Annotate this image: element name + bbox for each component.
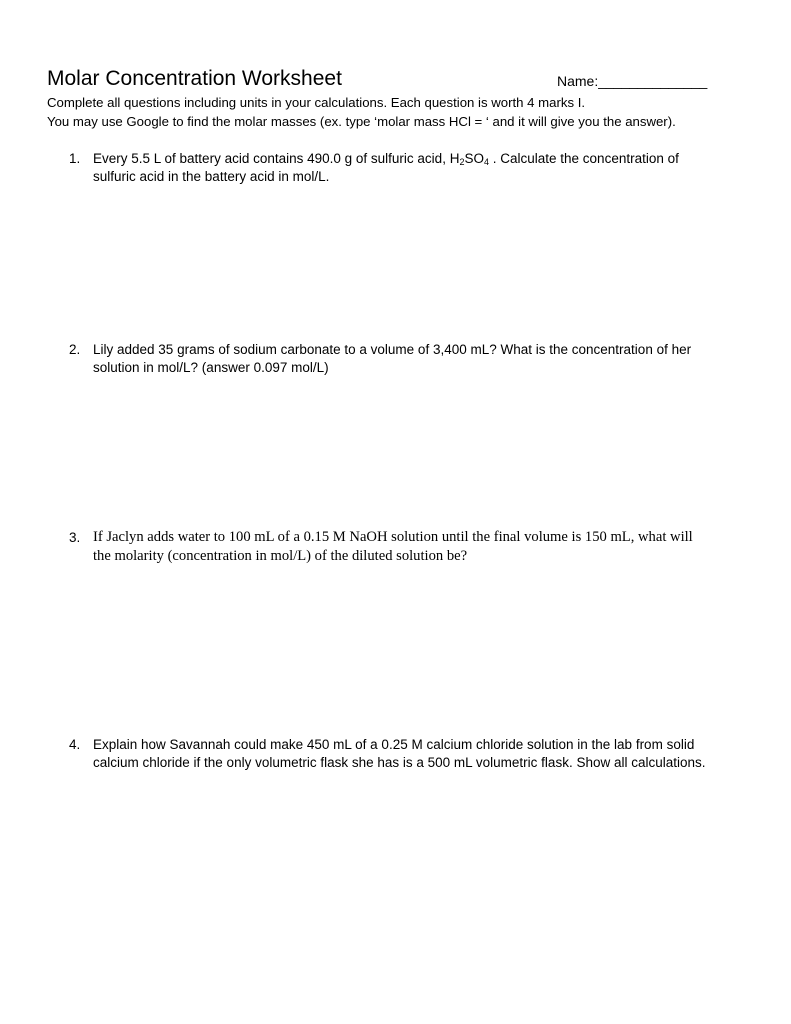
page-title: Molar Concentration Worksheet <box>47 67 342 90</box>
question-line-2: sulfuric acid in the battery acid in mol/L. <box>93 169 330 184</box>
question-number: 3. <box>69 530 81 545</box>
question-number: 2. <box>69 342 81 357</box>
question-line-2: solution in mol/L? (answer 0.097 mol/L) <box>93 360 329 375</box>
question-line-1: Lily added 35 grams of sodium carbonate to a volume of 3,400 mL? What is the concentration of her <box>93 342 692 357</box>
subscript: 2 <box>459 157 465 167</box>
question-text <box>93 528 753 566</box>
question-number: 1. <box>69 151 81 166</box>
question-line-1: If Jaclyn adds water to 100 mL of a 0.15 M NaOH solution until the final volume is 150 mL, what will <box>93 529 693 545</box>
question-line-2: the molarity (concentration in mol/L) of the diluted solution be? <box>93 548 468 564</box>
question-number: 4. <box>69 737 81 752</box>
question-line-1 <box>93 150 753 168</box>
question-text-part: . Calculate the concentration of <box>489 151 679 166</box>
question-text-part: Every 5.5 L of battery acid contains 490.0 g of sulfuric acid, H <box>93 151 460 166</box>
question-text <box>93 341 753 377</box>
name-field-label: Name:______________ <box>557 73 708 89</box>
question-line-2: calcium chloride if the only volumetric flask she has is a 500 mL volumetric flask. Show all calculations. <box>93 755 706 770</box>
question-line-1: Explain how Savannah could make 450 mL of a 0.25 M calcium chloride solution in the lab from solid <box>93 737 695 752</box>
instructions-line-1: Complete all questions including units in your calculations. Each question is worth 4 marks I. <box>47 95 586 110</box>
instructions-line-2: You may use Google to find the molar masses (ex. type ‘molar mass HCl = ‘ and it will give you the answer). <box>47 114 676 129</box>
subscript: 4 <box>483 157 489 167</box>
question-text <box>93 150 753 186</box>
question-text <box>93 736 753 772</box>
question-text-part: SO <box>464 151 484 166</box>
